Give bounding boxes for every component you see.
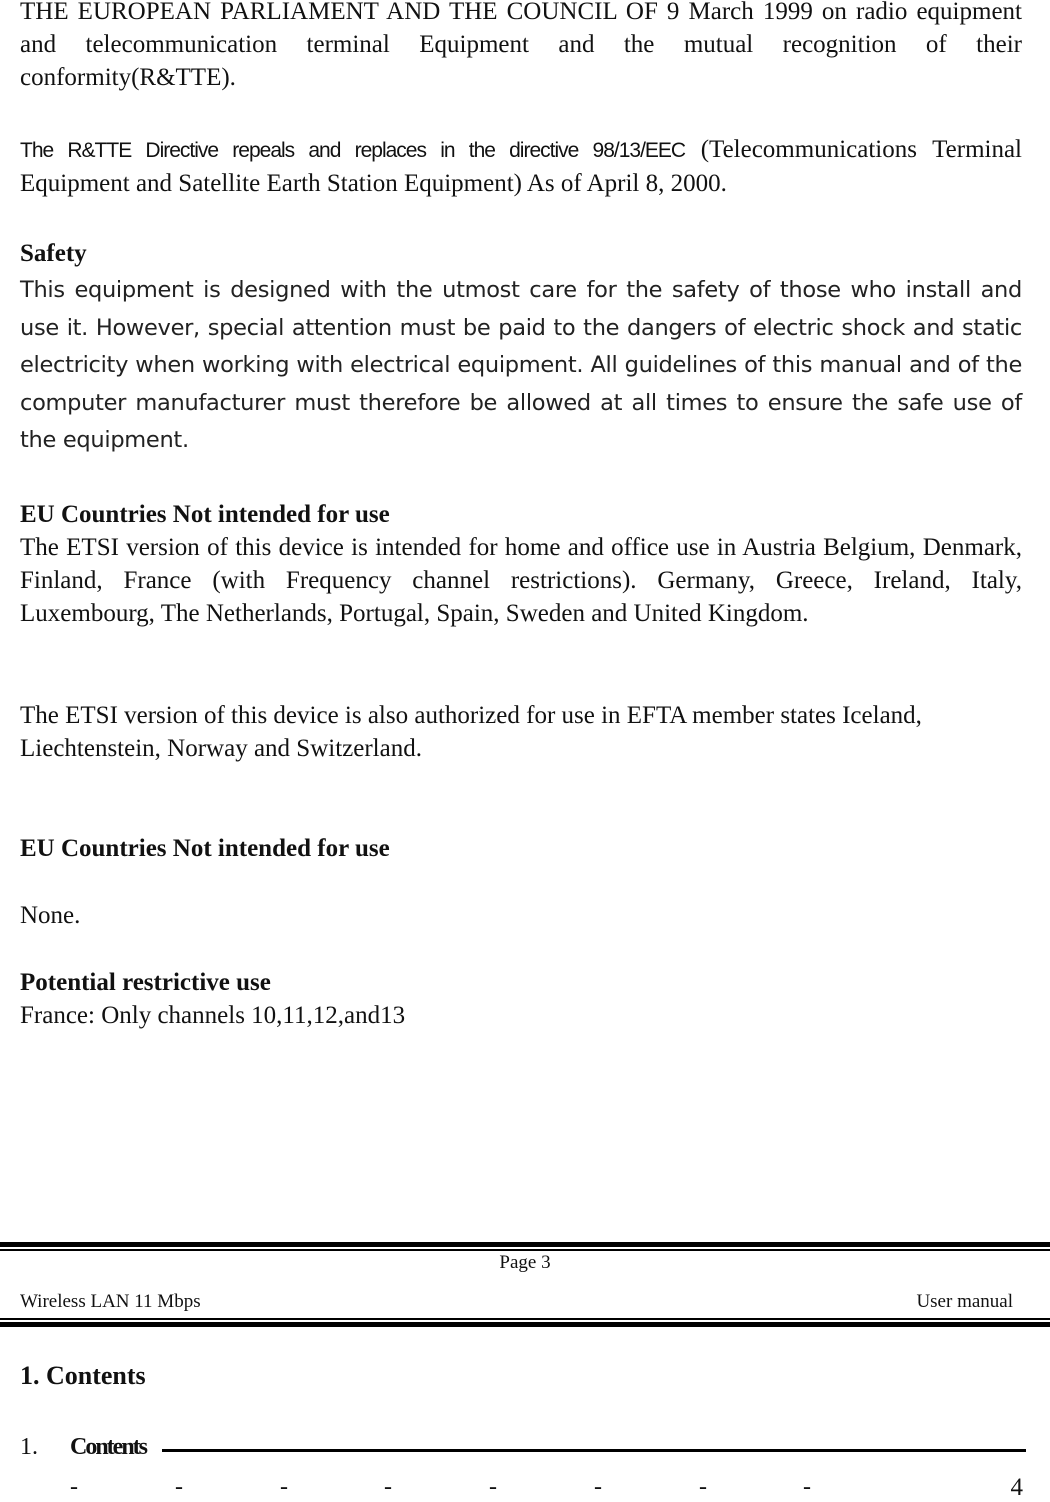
contents-heading: 1. Contents [20,1361,146,1390]
toc-leader-dash: - [489,1474,497,1500]
paragraph-none: None. [20,902,81,929]
heading-safety: Safety [20,240,87,267]
footer-top-rule [0,1242,1050,1247]
paragraph-rtte-intro: THE EUROPEAN PARLIAMENT AND THE COUNCIL OF 9 March 1999 on radio equipment and telecommunication terminal Equipment and the mutual recognition of their conformity(R&TTE). [20,0,1022,91]
paragraph-etsi-home-office: The ETSI version of this device is intended for home and office use in Austria Belgium, Denmark, Finland, France (with Frequency channel restrictions). Germany, Greece, Ireland, Italy, Luxembourg, The Netherlands, Portugal, Spain, Sweden and United Kingdom. [20,534,1022,627]
heading-eu-countries-1: EU Countries Not intended for use [20,501,390,528]
toc-leader-dash: - [70,1474,78,1500]
toc-leader-dash: - [175,1474,183,1500]
footer-top-rule-thin [0,1249,1050,1251]
toc-entry-number: 1. [20,1434,38,1460]
paragraph-france-channels: France: Only channels 10,11,12,and13 [20,1002,406,1029]
toc-leader-line [162,1449,1026,1452]
toc-leader-dash: - [803,1474,811,1500]
heading-eu-countries-2: EU Countries Not intended for use [20,835,390,862]
directive-lead-text: The R&TTE Directive repeals and replaces in the directive 98/13/EEC [20,139,686,162]
paragraph-etsi-efta [20,699,922,765]
toc-leader-dash: - [699,1474,707,1500]
toc-leader-dash: - [594,1474,602,1500]
paragraph-safety: This equipment is designed with the utmost care for the safety of those who install and use it. However, special attention must be paid to the dangers of electric shock and static electricity when working with electrical equipment. All guidelines of this manual and of the computer manufacturer must therefore be allowed at all times to ensure the safe use of the equipment. [20,277,1022,453]
toc-leader-dash: - [280,1474,288,1500]
footer-product-name: Wireless LAN 11 Mbps [20,1291,201,1312]
header-rule [0,1322,1050,1327]
footer-page-number: Page 3 [499,1252,551,1273]
directive-rest-text: (Telecommunications Terminal Equipment and Satellite Earth Station Equipment) As of April 8, 2000. [20,136,1022,197]
toc-entry-label[interactable]: Contents [70,1434,147,1460]
toc-entry-page: 4 [1010,1474,1023,1501]
etsi-efta-line1: The ETSI version of this device is also authorized for use in EFTA member states Iceland, [20,702,922,729]
header-rule-thin [0,1318,1050,1320]
etsi-efta-line2: Liechtenstein, Norway and Switzerland. [20,735,422,762]
footer-doc-type: User manual [916,1291,1013,1312]
toc-leader-dash: - [384,1474,392,1500]
paragraph-directive [20,133,1022,200]
heading-potential-restrictive-use: Potential restrictive use [20,969,271,996]
